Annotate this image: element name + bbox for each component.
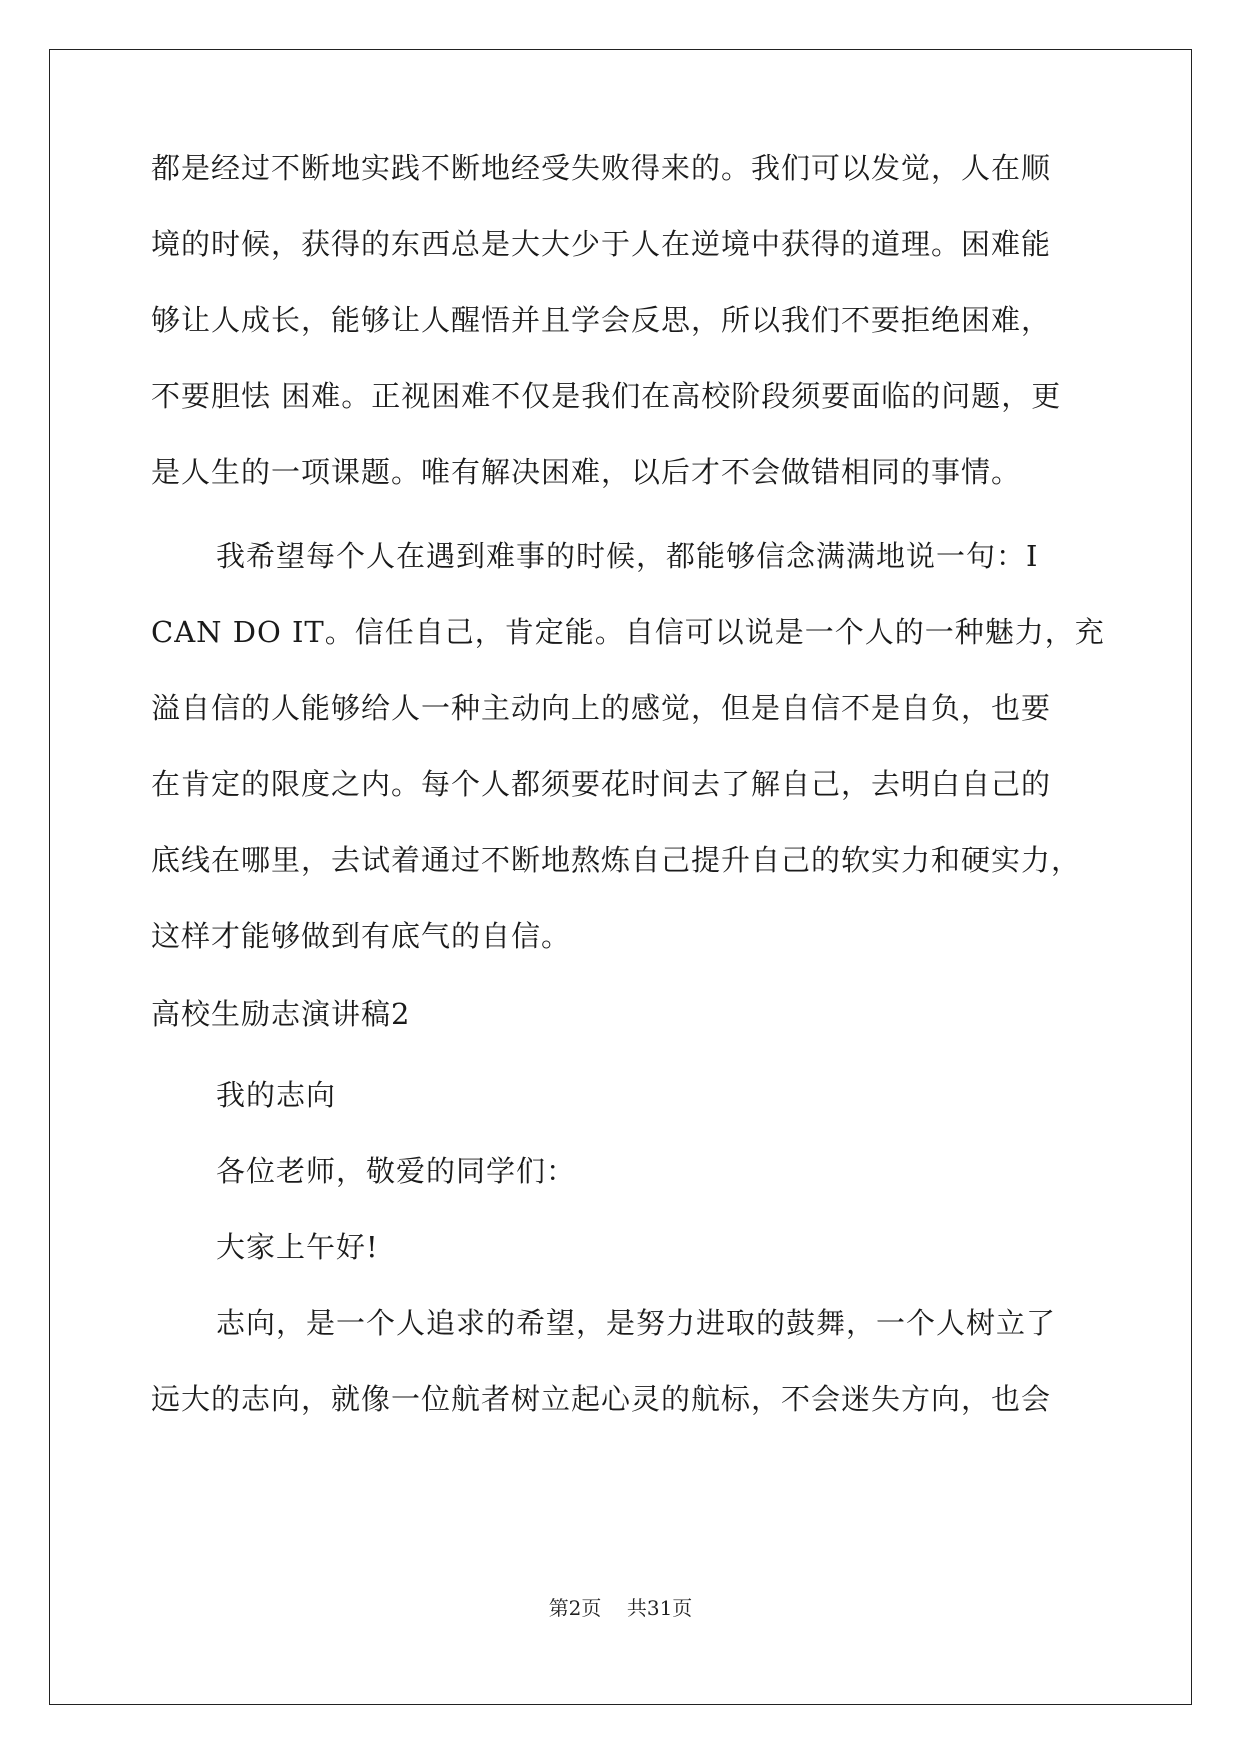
body-line-3: 够让人成长，能够让人醒悟并且学会反思，所以我们不要拒绝困难， <box>151 303 1052 337</box>
body-line-10: 底线在哪里，去试着通过不断地熬炼自己提升自己的软实力和硬实力， <box>151 843 1082 877</box>
page-number-footer: 第2页 共31页 <box>548 1596 693 1620</box>
body-line-11: 这样才能够做到有底气的自信。 <box>151 919 572 953</box>
body-line-13: 远大的志向，就像一位航者树立起心灵的航标，不会迷失方向，也会 <box>151 1382 1052 1416</box>
body-line-4: 不要胆怯 困难。正视困难不仅是我们在高校阶段须要面临的问题，更 <box>151 379 1062 413</box>
salutation: 各位老师，敬爱的同学们： <box>216 1154 577 1188</box>
body-line-2: 境的时候，获得的东西总是大大少于人在逆境中获得的道理。困难能 <box>151 227 1052 261</box>
section-heading: 高校生励志演讲稿2 <box>151 997 411 1031</box>
body-line-8: 溢自信的人能够给人一种主动向上的感觉，但是自信不是自负，也要 <box>151 691 1052 725</box>
speech-title: 我的志向 <box>216 1078 337 1112</box>
body-line-9: 在肯定的限度之内。每个人都须要花时间去了解自己，去明白自己的 <box>151 767 1052 801</box>
body-line-7: CAN DO IT。信任自己，肯定能。自信可以说是一个人的一种魅力，充 <box>151 615 1105 649</box>
body-line-12: 志向，是一个人追求的希望，是努力进取的鼓舞，一个人树立了 <box>216 1306 1057 1340</box>
greeting: 大家上午好! <box>216 1230 379 1264</box>
body-line-6: 我希望每个人在遇到难事的时候，都能够信念满满地说一句：I <box>216 539 1039 573</box>
body-line-5: 是人生的一项课题。唯有解决困难，以后才不会做错相同的事情。 <box>151 455 1022 489</box>
body-line-1: 都是经过不断地实践不断地经受失败得来的。我们可以发觉，人在顺 <box>151 151 1052 185</box>
